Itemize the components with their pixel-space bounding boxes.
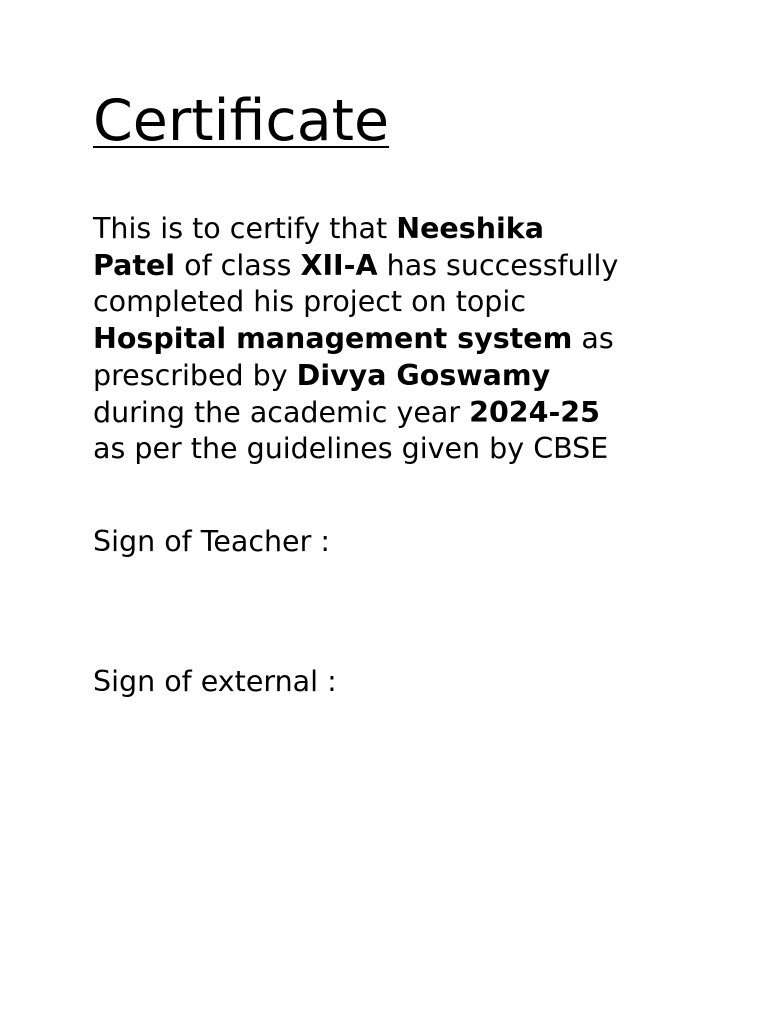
project-topic: Hospital management system: [93, 322, 573, 356]
certificate-title: Certificate: [93, 88, 390, 154]
statement-line-1: [93, 211, 713, 248]
academic-year-phrase: during the academic year: [93, 395, 461, 429]
statement-line-5: [93, 358, 713, 395]
student-first-name: Neeshika: [396, 212, 544, 245]
prescribed-phrase: prescribed by: [93, 358, 288, 392]
guidelines-phrase: as per the guidelines given by CBSE: [93, 432, 609, 466]
statement-line-6: [93, 395, 713, 432]
statement-line-3: [93, 284, 713, 321]
student-class: XII-A: [300, 248, 378, 282]
project-phrase: completed his project on topic: [93, 285, 526, 319]
success-phrase: has successfully: [386, 248, 619, 282]
student-last-name: Patel: [93, 248, 176, 282]
as-word: as: [581, 322, 614, 356]
teacher-name: Divya Goswamy: [296, 358, 551, 392]
academic-year: 2024-25: [469, 395, 600, 429]
statement-line-2: [93, 248, 713, 285]
class-prefix: of class: [184, 248, 292, 282]
teacher-signature-label: Sign of Teacher :: [93, 525, 330, 558]
certificate-statement: [93, 211, 713, 468]
statement-line-7: [93, 431, 713, 468]
statement-intro: This is to certify that: [93, 212, 388, 245]
statement-line-4: [93, 321, 713, 358]
external-signature-label: Sign of external :: [93, 665, 337, 698]
